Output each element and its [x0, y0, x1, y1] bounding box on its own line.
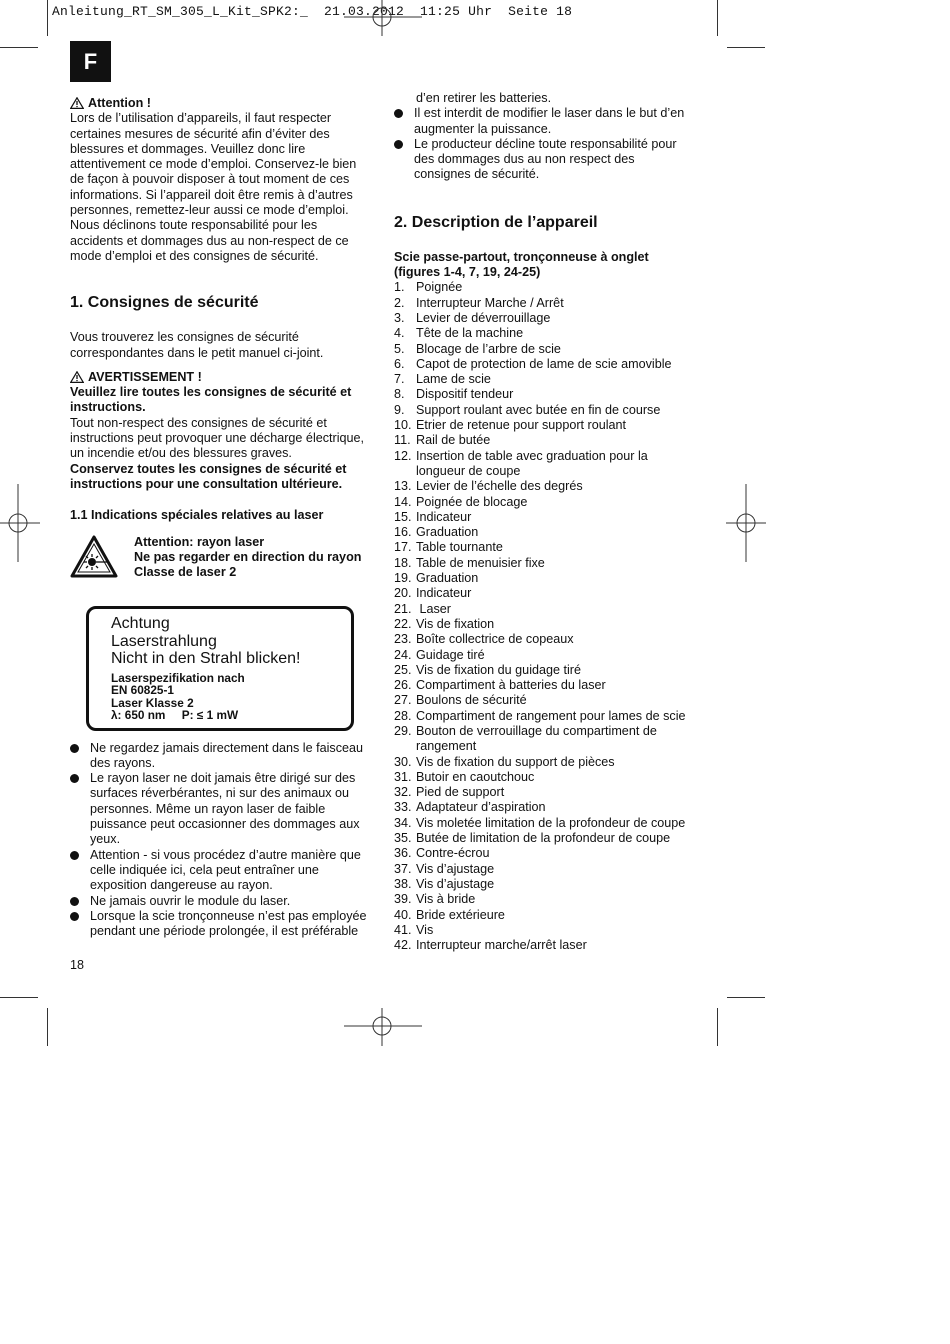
part-label: Vis de fixation du support de pièces — [416, 754, 615, 769]
list-item — [394, 540, 694, 555]
list-item — [394, 510, 694, 525]
list-item — [394, 586, 694, 601]
left-column — [70, 96, 370, 939]
list-item — [394, 816, 694, 831]
list-item — [394, 663, 694, 678]
crop-mark — [0, 997, 38, 998]
part-label: Boîte collectrice de copeaux — [416, 632, 574, 647]
part-number: 16. — [394, 525, 412, 540]
list-item — [394, 709, 694, 724]
crop-mark — [727, 47, 765, 48]
list-item — [394, 617, 694, 632]
label-spec-3: Laser Klasse 2 — [111, 695, 194, 710]
list-item: Le producteur décline toute responsabilité pour des dommages dus au non respect des consignes de sécurité. — [394, 137, 694, 183]
laser-warning-label — [86, 606, 354, 730]
part-label: Support roulant avec butée en fin de course — [416, 402, 661, 417]
section-1-1-title: 1.1 Indications spéciales relatives au laser — [70, 508, 324, 523]
section-1-intro: Vous trouverez les consignes de sécurité correspondantes dans le petit manuel ci-joint. — [70, 330, 324, 360]
part-label: Graduation — [416, 525, 479, 540]
part-label: Levier de déverrouillage — [416, 310, 551, 325]
part-label: Vis à bride — [416, 892, 476, 907]
part-number: 23. — [394, 632, 412, 647]
list-item — [394, 862, 694, 877]
list-item — [394, 403, 694, 418]
part-number: 30. — [394, 754, 412, 769]
part-label: Graduation — [416, 571, 479, 586]
list-item — [394, 693, 694, 708]
list-item — [394, 846, 694, 861]
part-label: Table de menuisier fixe — [416, 555, 545, 570]
list-item — [394, 418, 694, 433]
part-number: 34. — [394, 815, 412, 830]
part-number: 35. — [394, 831, 412, 846]
list-item — [394, 602, 694, 617]
part-label: Pied de support — [416, 785, 505, 800]
list-item — [394, 648, 694, 663]
part-number: 26. — [394, 678, 412, 693]
part-label: Vis d’ajustage — [416, 876, 495, 891]
part-number: 13. — [394, 479, 412, 494]
part-label: Dispositif tendeur — [416, 387, 514, 402]
list-item — [394, 280, 694, 295]
part-label: Contre-écrou — [416, 846, 490, 861]
part-number: 21. — [394, 601, 412, 616]
page-number: 18 — [70, 958, 85, 972]
laser-warning-row — [70, 532, 370, 581]
bullet-icon — [394, 109, 403, 118]
laser-bullet-list — [70, 741, 370, 940]
part-label: Indicateur — [416, 509, 472, 524]
list-item — [394, 326, 694, 341]
bullet-icon — [70, 912, 79, 921]
list-item — [394, 800, 694, 815]
warning-triangle-icon — [70, 97, 84, 109]
label-spec-4: λ: 650 nm P: ≤ 1 mW — [111, 708, 239, 723]
bullet-icon — [70, 851, 79, 860]
part-number: 19. — [394, 571, 412, 586]
part-number: 6. — [394, 356, 405, 371]
part-number: 42. — [394, 938, 412, 953]
label-line-1: Achtung — [111, 615, 170, 633]
part-number: 15. — [394, 509, 412, 524]
list-item — [394, 755, 694, 770]
list-item — [394, 311, 694, 326]
part-number: 24. — [394, 647, 412, 662]
part-number: 12. — [394, 448, 412, 463]
list-item — [394, 724, 694, 755]
part-label: Vis de fixation — [416, 616, 495, 631]
part-label: Etrier de retenue pour support roulant — [416, 418, 627, 433]
bullet-continuation: d’en retirer les batteries. — [416, 91, 552, 105]
laser-line-2: Ne pas regarder en direction du rayon — [134, 549, 362, 564]
part-label: Guidage tiré — [416, 647, 485, 662]
part-label: Insertion de table avec graduation pour la longueur de coupe — [416, 448, 652, 478]
list-item: Le rayon laser ne doit jamais être dirigé sur des surfaces réverbérantes, ni sur des animaux ou personnes. Même un rayon laser de faible puissance peut occasionner des dommages aux yeux. — [70, 771, 370, 847]
part-number: 36. — [394, 846, 412, 861]
part-number: 2. — [394, 295, 405, 310]
print-header: Anleitung_RT_SM_305_L_Kit_SPK2:_ 21.03.2012 11:25 Uhr Seite 18 — [52, 4, 573, 19]
part-label: Capot de protection de lame de scie amovible — [416, 356, 672, 371]
list-item — [394, 433, 694, 448]
part-number: 5. — [394, 341, 405, 356]
attention-heading — [70, 96, 370, 111]
part-number: 20. — [394, 586, 412, 601]
list-item: Attention - si vous procédez d’autre manière que celle indiquée ici, cela peut entraîner une exposition dangereuse au rayon. — [70, 848, 370, 894]
part-label: Vis — [416, 922, 434, 937]
part-number: 27. — [394, 693, 412, 708]
warning-title: AVERTISSEMENT ! — [88, 369, 202, 384]
part-number: 18. — [394, 555, 412, 570]
language-badge: F — [70, 41, 111, 82]
part-label: Butée de limitation de la profondeur de coupe — [416, 831, 671, 846]
warning-bold-1: Veuillez lire toutes les consignes de sécurité et instructions. — [70, 385, 352, 415]
bullet-icon — [70, 774, 79, 783]
warning-triangle-icon — [70, 371, 84, 383]
part-label: Blocage de l’arbre de scie — [416, 341, 561, 356]
list-item — [394, 571, 694, 586]
section-1-title: 1. Consignes de sécurité — [70, 294, 259, 312]
part-number: 14. — [394, 494, 412, 509]
part-number: 32. — [394, 785, 412, 800]
part-number: 39. — [394, 892, 412, 907]
list-item — [394, 525, 694, 540]
attention-body: Lors de l’utilisation d’appareils, il faut respecter certaines mesures de sécurité afin d’éviter des blessures et dommages. Veuillez donc lire attentivement ce mode d’emploi. Conservez-le bien de façon à pouvoir disposer à tout moment de ces informations. Si l’appareil doit être remis à d’autres personnes, remettez-leur aussi ce mode d’emploi. Nous déclinons toute responsabilité pour les accidents et dommages dus au non-respect de ce mode d’emploi et des consignes de sécurité. — [70, 111, 357, 263]
part-label: Lame de scie — [416, 372, 491, 387]
crop-mark — [717, 1008, 718, 1046]
section-2-subtitle-1: Scie passe-partout, tronçonneuse à onglet — [394, 249, 649, 264]
registration-mark-top — [344, 0, 422, 36]
list-item — [394, 372, 694, 387]
part-label: Bride extérieure — [416, 907, 505, 922]
crop-mark — [47, 0, 48, 36]
laser-line-3: Classe de laser 2 — [134, 565, 237, 580]
list-item — [394, 908, 694, 923]
part-label: Levier de l’échelle des degrés — [416, 479, 583, 494]
laser-hazard-icon — [70, 535, 118, 579]
label-spec-2: EN 60825-1 — [111, 683, 174, 698]
attention-title: Attention ! — [88, 96, 151, 110]
part-number: 7. — [394, 372, 405, 387]
list-item — [394, 357, 694, 372]
list-item — [394, 938, 694, 953]
part-number: 29. — [394, 723, 412, 738]
registration-mark-bottom — [344, 1008, 422, 1046]
list-item: Ne jamais ouvrir le module du laser. — [70, 894, 370, 909]
list-item — [394, 770, 694, 785]
bullet-icon — [394, 140, 403, 149]
list-item — [394, 923, 694, 938]
laser-bullet-list-continued — [394, 106, 694, 182]
list-item — [394, 892, 694, 907]
crop-mark — [727, 997, 765, 998]
part-label: Laser — [416, 601, 452, 616]
list-item — [394, 556, 694, 571]
part-label: Butoir en caoutchouc — [416, 769, 535, 784]
list-item — [394, 449, 694, 480]
crop-mark — [47, 1008, 48, 1046]
warning-body: Tout non-respect des consignes de sécurité et instructions peut provoquer une décharge électrique, un incendie et/ou des blessures graves. — [70, 415, 365, 461]
warning-bold-2: Conservez toutes les consignes de sécurité et instructions pour une consultation ultérieure. — [70, 461, 347, 491]
bullet-icon — [70, 744, 79, 753]
part-number: 22. — [394, 616, 412, 631]
part-number: 10. — [394, 418, 412, 433]
list-item — [394, 831, 694, 846]
registration-mark-right — [726, 484, 766, 562]
crop-mark — [0, 47, 38, 48]
part-number: 3. — [394, 310, 405, 325]
part-number: 25. — [394, 662, 412, 677]
crop-mark — [717, 0, 718, 36]
label-line-3: Nicht in den Strahl blicken! — [111, 650, 301, 668]
part-number: 40. — [394, 907, 412, 922]
parts-list — [394, 280, 694, 953]
list-item — [394, 495, 694, 510]
list-item: Lorsque la scie tronçonneuse n’est pas employée pendant une période prolongée, il est préférable — [70, 909, 370, 940]
section-2-title: 2. Description de l’appareil — [394, 213, 598, 231]
part-label: Interrupteur marche/arrêt laser — [416, 938, 587, 953]
part-label: Compartiment à batteries du laser — [416, 678, 606, 693]
part-number: 33. — [394, 800, 412, 815]
part-number: 28. — [394, 708, 412, 723]
list-item: Il est interdit de modifier le laser dans le but d’en augmenter la puissance. — [394, 106, 694, 137]
list-item: Ne regardez jamais directement dans le faisceau des rayons. — [70, 741, 370, 772]
part-label: Indicateur — [416, 586, 472, 601]
part-label: Tête de la machine — [416, 326, 524, 341]
part-label: Table tournante — [416, 540, 503, 555]
part-label: Adaptateur d’aspiration — [416, 800, 546, 815]
part-number: 8. — [394, 387, 405, 402]
part-number: 31. — [394, 769, 412, 784]
section-2-subtitle-2: (figures 1-4, 7, 19, 24-25) — [394, 265, 541, 280]
warning-heading — [70, 370, 370, 385]
part-number: 1. — [394, 280, 405, 295]
part-number: 41. — [394, 922, 412, 937]
list-item — [394, 877, 694, 892]
list-item — [394, 632, 694, 647]
part-label: Vis d’ajustage — [416, 861, 495, 876]
bullet-icon — [70, 897, 79, 906]
list-item — [394, 387, 694, 402]
part-number: 11. — [394, 433, 411, 448]
part-label: Poignée — [416, 280, 463, 295]
laser-line-1: Attention: rayon laser — [134, 534, 265, 549]
list-item — [394, 785, 694, 800]
part-label: Boulons de sécurité — [416, 693, 527, 708]
list-item — [394, 479, 694, 494]
part-number: 9. — [394, 402, 405, 417]
part-number: 17. — [394, 540, 412, 555]
list-item — [394, 342, 694, 357]
part-label: Rail de butée — [416, 433, 491, 448]
laser-warning-text — [134, 535, 361, 581]
part-label: Vis de fixation du guidage tiré — [416, 662, 581, 677]
registration-mark-left — [0, 484, 40, 562]
list-item — [394, 296, 694, 311]
part-number: 37. — [394, 861, 412, 876]
part-number: 38. — [394, 876, 412, 891]
part-label: Bouton de verrouillage du compartiment de rangement — [416, 723, 661, 754]
right-column — [394, 91, 694, 953]
list-item — [394, 678, 694, 693]
label-spec-1: Laserspezifikation nach — [111, 670, 245, 685]
part-label: Interrupteur Marche / Arrêt — [416, 295, 564, 310]
part-label: Poignée de blocage — [416, 494, 528, 509]
part-label: Vis moletée limitation de la profondeur de coupe — [416, 815, 686, 830]
label-line-2: Laserstrahlung — [111, 632, 217, 650]
part-number: 4. — [394, 326, 405, 341]
part-label: Compartiment de rangement pour lames de scie — [416, 708, 686, 723]
